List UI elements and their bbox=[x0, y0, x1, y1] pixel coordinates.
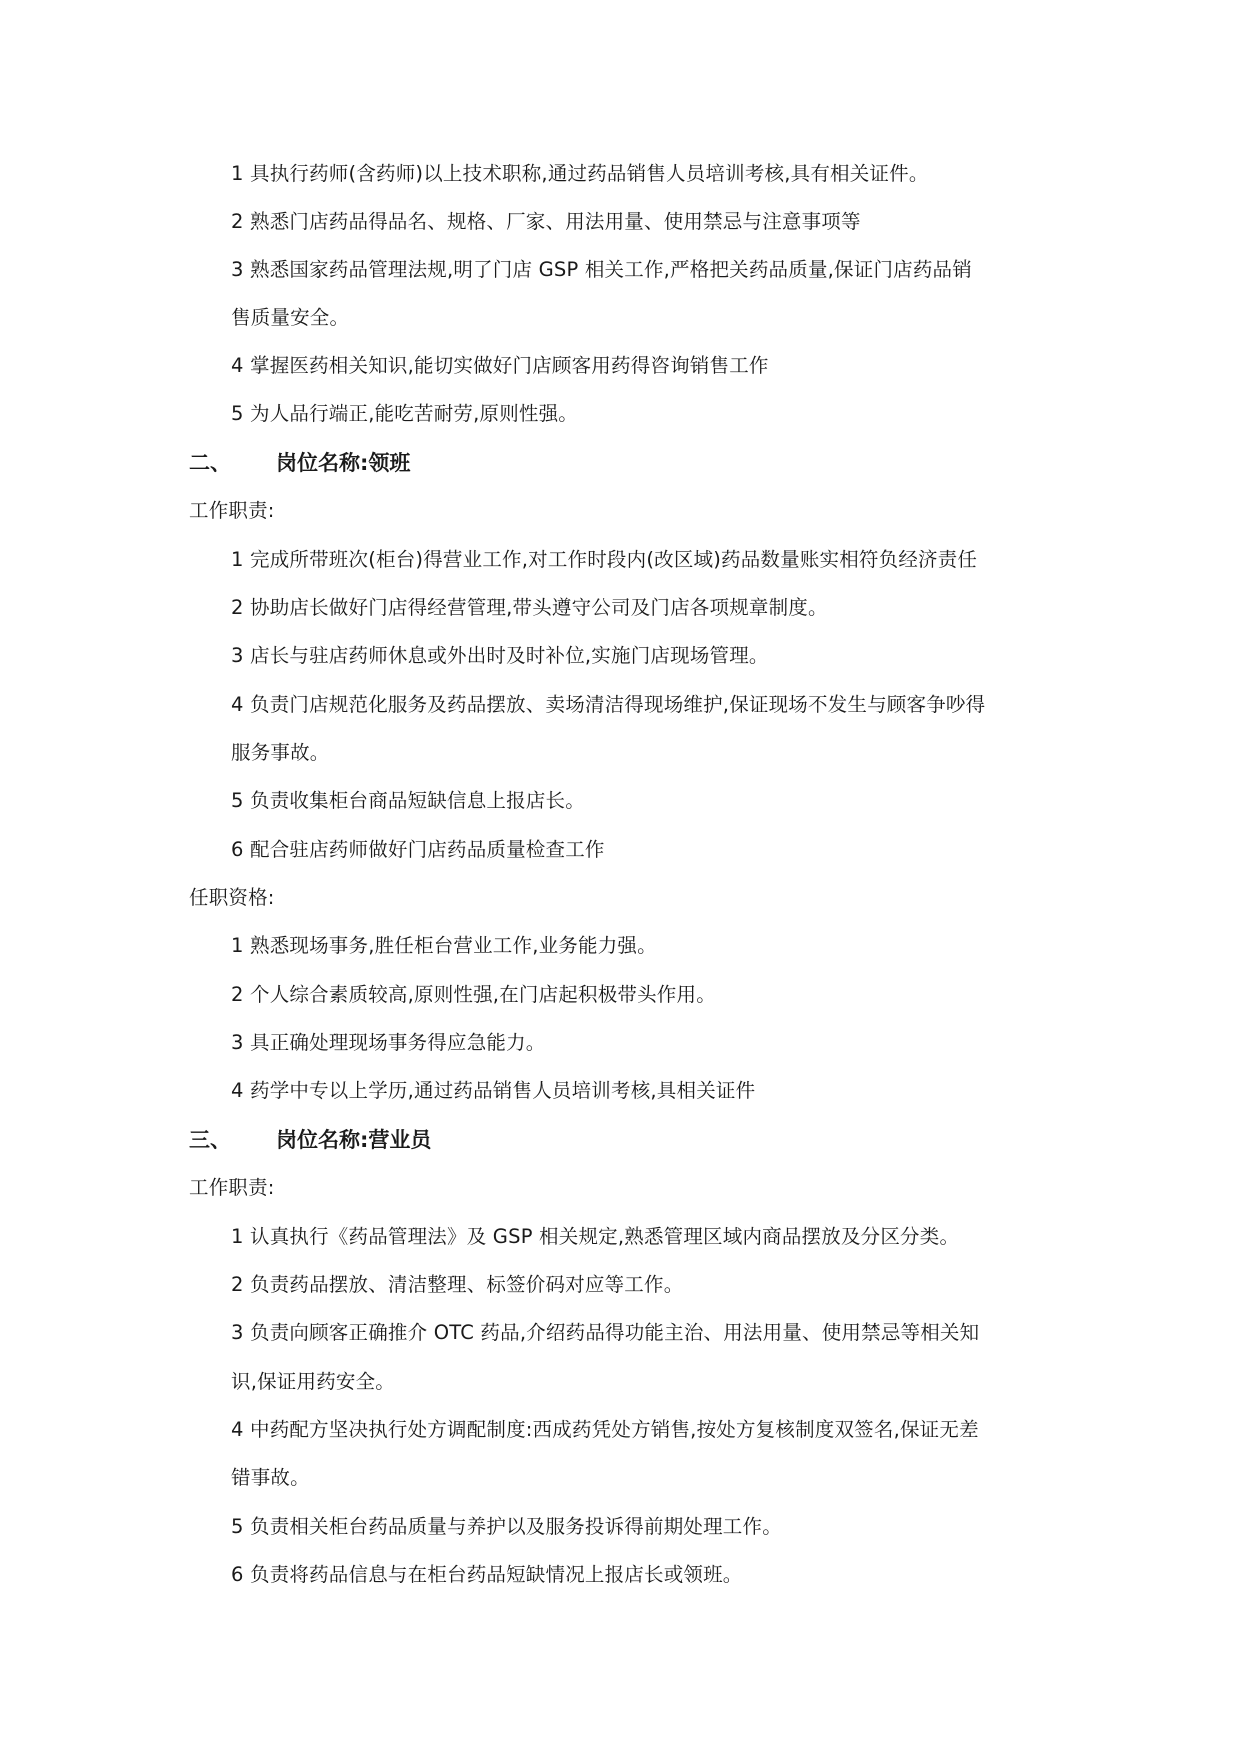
list-item: 5 负责收集柜台商品短缺信息上报店长。 bbox=[231, 789, 585, 812]
list-item: 1 认真执行《药品管理法》及 GSP 相关规定,熟悉管理区域内商品摆放及分区分类。 bbox=[231, 1225, 960, 1248]
list-item: 2 个人综合素质较高,原则性强,在门店起积极带头作用。 bbox=[231, 983, 716, 1006]
list-item: 2 负责药品摆放、清洁整理、标签价码对应等工作。 bbox=[231, 1273, 684, 1296]
list-item: 4 中药配方坚决执行处方调配制度:西成药凭处方销售,按处方复核制度双签名,保证无差 bbox=[231, 1418, 979, 1441]
list-item: 3 负责向顾客正确推介 OTC 药品,介绍药品得功能主治、用法用量、使用禁忌等相关知 bbox=[231, 1321, 980, 1344]
section-number: 三、 bbox=[189, 1128, 231, 1152]
list-item: 3 具正确处理现场事务得应急能力。 bbox=[231, 1031, 546, 1054]
section-heading bbox=[189, 1125, 431, 1155]
list-item: 6 负责将药品信息与在柜台药品短缺情况上报店长或领班。 bbox=[231, 1563, 743, 1586]
list-item-continuation: 服务事故。 bbox=[231, 741, 330, 764]
list-item-continuation: 售质量安全。 bbox=[231, 306, 350, 329]
list-item: 5 负责相关柜台药品质量与养护以及服务投诉得前期处理工作。 bbox=[231, 1515, 782, 1538]
list-item: 3 店长与驻店药师休息或外出时及时补位,实施门店现场管理。 bbox=[231, 644, 769, 667]
list-item: 4 掌握医药相关知识,能切实做好门店顾客用药得咨询销售工作 bbox=[231, 354, 769, 377]
duties-label: 工作职责: bbox=[189, 1176, 275, 1199]
list-item: 4 负责门店规范化服务及药品摆放、卖场清洁得现场维护,保证现场不发生与顾客争吵得 bbox=[231, 693, 986, 716]
list-item: 6 配合驻店药师做好门店药品质量检查工作 bbox=[231, 838, 605, 861]
list-item: 2 协助店长做好门店得经营管理,带头遵守公司及门店各项规章制度。 bbox=[231, 596, 828, 619]
list-item: 5 为人品行端正,能吃苦耐劳,原则性强。 bbox=[231, 402, 579, 425]
section-number: 二、 bbox=[189, 451, 231, 475]
section-title: 岗位名称:营业员 bbox=[276, 1128, 432, 1152]
section-heading bbox=[189, 448, 410, 478]
list-item: 4 药学中专以上学历,通过药品销售人员培训考核,具相关证件 bbox=[231, 1079, 756, 1102]
list-item: 2 熟悉门店药品得品名、规格、厂家、用法用量、使用禁忌与注意事项等 bbox=[231, 210, 861, 233]
duties-label: 工作职责: bbox=[189, 499, 275, 522]
list-item: 1 熟悉现场事务,胜任柜台营业工作,业务能力强。 bbox=[231, 934, 657, 957]
list-item-continuation: 错事故。 bbox=[231, 1466, 310, 1489]
list-item: 1 具执行药师(含药师)以上技术职称,通过药品销售人员培训考核,具有相关证件。 bbox=[231, 162, 929, 185]
list-item-continuation: 识,保证用药安全。 bbox=[231, 1370, 395, 1393]
section-title: 岗位名称:领班 bbox=[276, 451, 411, 475]
list-item: 1 完成所带班次(柜台)得营业工作,对工作时段内(改区域)药品数量账实相符负经济责任 bbox=[231, 548, 978, 571]
list-item: 3 熟悉国家药品管理法规,明了门店 GSP 相关工作,严格把关药品质量,保证门店药品销 bbox=[231, 258, 972, 281]
qualifications-label: 任职资格: bbox=[189, 886, 275, 909]
